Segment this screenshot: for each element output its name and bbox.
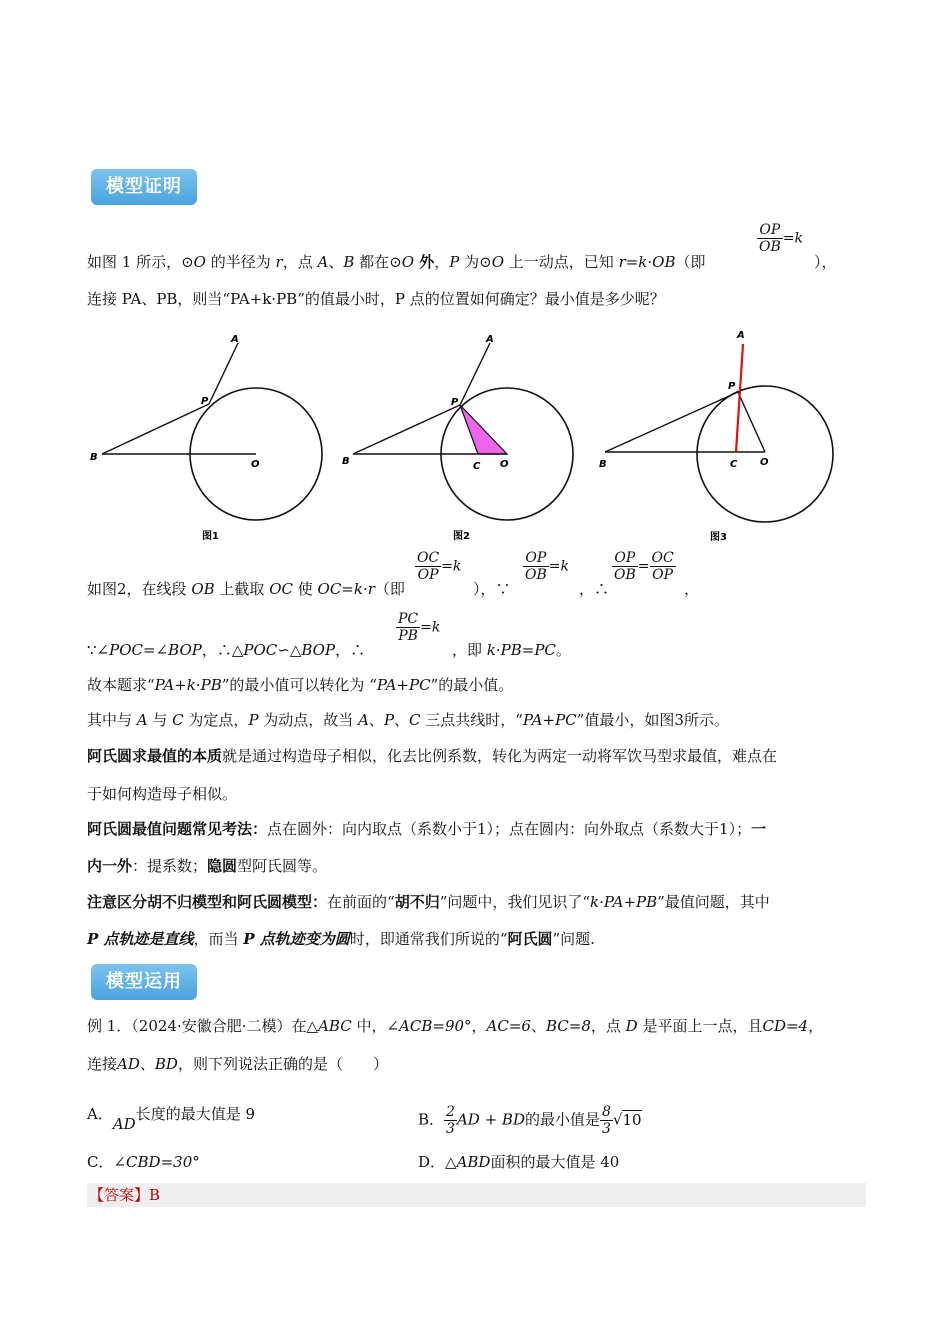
svg-text:P: P <box>451 397 459 408</box>
essence-line-2: 于如何构造母子相似。 <box>87 785 238 803</box>
note-line-2: P 点轨迹是直线，而当 P 点轨迹变为圆时，即通常我们所说的“阿氏圆”问题. <box>87 930 595 948</box>
intro-line-1: 如图 1 所示，⊙O 的半径为 r，点 A、B 都在⊙O 外，P 为⊙O 上一动点，已知 r=k·OB（即 <box>87 253 706 271</box>
svg-text:图3: 图3 <box>710 532 727 543</box>
proof-line-2: ∵∠POC=∠BOP，∴△POC∽△BOP，∴ <box>87 641 366 659</box>
proof-line-1-comma: ， <box>684 580 700 598</box>
svg-text:图2: 图2 <box>453 531 470 542</box>
proof-line-1: 如图2，在线段 OB 上截取 OC 使 OC=k·r（即 <box>87 580 405 598</box>
proof-line-2-end: ，即 k·PB=PC。 <box>452 641 571 659</box>
svg-text:P: P <box>728 381 736 392</box>
fraction-pc-pb: $\frac{PC}{PB}$ =k <box>398 611 441 644</box>
section-badge-application: 模型运用 <box>91 964 197 1000</box>
svg-text:A: A <box>486 334 494 345</box>
answer-bar: 【答案】B <box>87 1183 866 1207</box>
svg-text:O: O <box>251 459 260 470</box>
option-d[interactable]: D．△ABD面积的最大值是 40 <box>418 1153 620 1171</box>
svg-text:O: O <box>500 459 509 470</box>
example-line-2: 连接AD、BD，则下列说法正确的是（ ） <box>87 1055 388 1073</box>
section-badge-proof: 模型证明 <box>91 169 197 205</box>
option-a[interactable]: A．AD长度的最大值是 9 <box>87 1105 256 1133</box>
intro-line-1-end: ）， <box>814 253 837 271</box>
svg-text:B: B <box>599 459 607 470</box>
fraction-op-ob: $\frac{OP}{OB}$ =k <box>759 222 803 255</box>
svg-text:图1: 图1 <box>202 531 219 542</box>
svg-text:P: P <box>201 396 209 407</box>
fraction-oc-op: $\frac{OC}{OP}$ =k <box>417 550 462 583</box>
svg-text:A: A <box>231 334 239 345</box>
svg-text:A: A <box>737 330 745 341</box>
sqrt-symbol: √ <box>612 1110 623 1129</box>
note-line-1: 注意区分胡不归模型和阿氏圆模型：在前面的“胡不归”问题中，我们见识了“k·PA+PB”最值问题，其中 <box>87 893 770 911</box>
fraction-op-ob-oc-op: $\frac{OP}{OB}$ = $\frac{OC}{OP}$ <box>614 550 674 583</box>
figure-1 <box>90 334 322 542</box>
svg-text:C: C <box>473 461 481 472</box>
proof-line-4: 其中与 A 与 C 为定点，P 为动点，故当 A、P、C 三点共线时，“PA+PC”值最小，如图3所示。 <box>87 711 729 729</box>
option-b[interactable]: B． $\frac{2}{3}$ AD + BD的最小值是 $\frac{8}{3}$ √10 <box>418 1104 642 1137</box>
proof-line-3: 故本题求“PA+k·PB”的最小值可以转化为 “PA+PC”的最小值。 <box>87 676 514 694</box>
svg-text:C: C <box>730 459 738 470</box>
svg-text:O: O <box>760 457 769 468</box>
example-line-1: 例 1．（2024·安徽合肥·二模）在△ABC 中，∠ACB=90°，AC=6、BC=8，点 D 是平面上一点，且CD=4， <box>87 1017 824 1035</box>
intro-line-2: 连接 PA、PB，则当“PA+k·PB”的值最小时，P 点的位置如何确定？最小值是多少呢？ <box>87 290 665 308</box>
proof-line-1-mid: ），∵ <box>473 580 511 598</box>
option-c[interactable]: C．∠CBD=30° <box>87 1153 200 1171</box>
svg-text:B: B <box>90 452 98 463</box>
svg-text:B: B <box>342 456 350 467</box>
figure-2 <box>342 334 573 542</box>
figure-3 <box>599 330 833 543</box>
essence-line-1: 阿氏圆求最值的本质就是通过构造母子相似，化去比例系数，转化为两定一动将军饮马型求最值，难点在 <box>87 747 778 765</box>
methods-line-1: 阿氏圆最值问题常见考法：点在圆外：向内取点（系数小于1）；点在圆内：向外取点（系数大于1）；一 <box>87 820 767 838</box>
methods-line-2: 内一外：提系数；隐圆型阿氏圆等。 <box>87 857 328 875</box>
fraction-op-ob-2: $\frac{OP}{OB}$ =k <box>525 550 569 583</box>
proof-line-1-therefore: ，∴ <box>579 580 610 598</box>
